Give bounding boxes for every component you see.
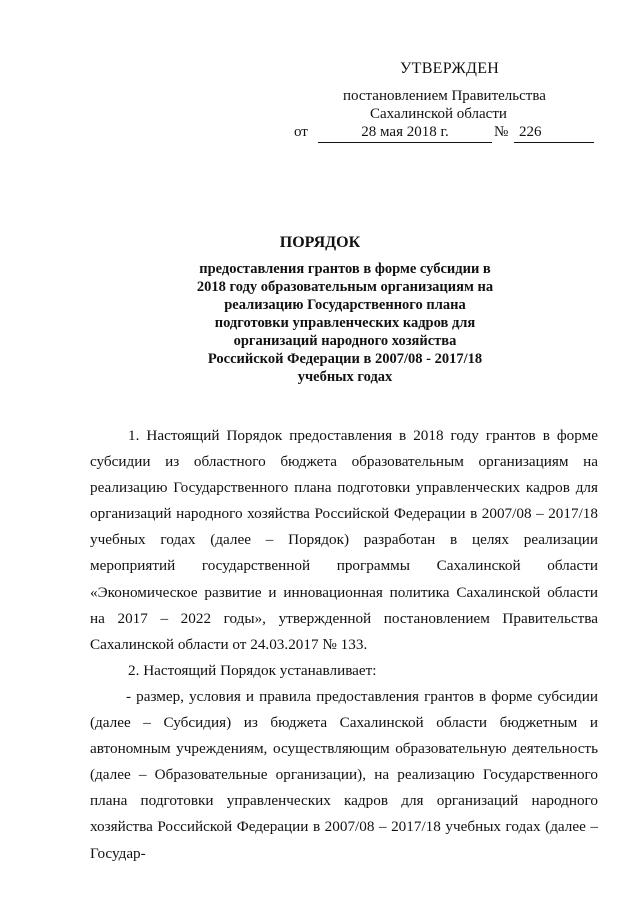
paragraph-3: - размер, условия и правила предоставления грантов в форме субсидии (далее – Субсидия) из бюджета Сахалинской области бюджетным и автономным учреждениям, осуществляющим образовательную деятельность (далее – Образовательные организации), на реализацию Государственного плана подготовки управленческих кадров для организаций народного хозяйства Российской Федерации в 2007/08 – 2017/18 учебных годах (далее – Государ-	[90, 687, 598, 862]
subtitle-line: 2018 году образовательным организациям на	[196, 279, 494, 295]
document-subtitle	[170, 260, 520, 386]
subtitle-line: Российской Федерации в 2007/08 - 2017/18	[207, 351, 483, 367]
paragraph-1: 1. Настоящий Порядок предоставления в 2018 году грантов в форме субсидии из областного бюджета образовательным организациям на реализацию Государственного плана подготовки управленческих кадров для организаций народного хозяйства Российской Федерации в 2007/08 – 2017/18 учебных годах (далее – Порядок) разработан в целях реализации мероприятий государственной программы Сахалинской области «Экономическое развитие и инновационная политика Сахалинской области на 2017 – 2022 годы», утвержденной постановлением Правительства Сахалинской области от 24.03.2017 № 133.	[90, 427, 598, 653]
approval-line-2: Сахалинской области	[370, 106, 507, 122]
subtitle-line: предоставления грантов в форме субсидии в	[199, 261, 491, 277]
subtitle-line: подготовки управленческих кадров для	[214, 315, 476, 331]
approval-line-1: постановлением Правительства	[343, 88, 546, 104]
approval-title: УТВЕРЖДЕН	[400, 60, 500, 77]
approval-number-field	[514, 124, 594, 143]
date-prefix: от	[294, 124, 308, 140]
paragraph-2: 2. Настоящий Порядок устанавливает:	[128, 661, 377, 679]
approval-date: 28 мая 2018 г.	[318, 124, 492, 143]
document-title: ПОРЯДОК	[279, 234, 361, 251]
subtitle-line: учебных годах	[297, 369, 393, 385]
document-body	[90, 423, 598, 867]
subtitle-line: организаций народного хозяйства	[233, 333, 457, 349]
approval-number: 226	[519, 124, 542, 140]
approval-date-number-row	[294, 124, 594, 144]
number-sign: №	[494, 124, 509, 140]
subtitle-line: реализацию Государственного плана	[224, 297, 466, 313]
